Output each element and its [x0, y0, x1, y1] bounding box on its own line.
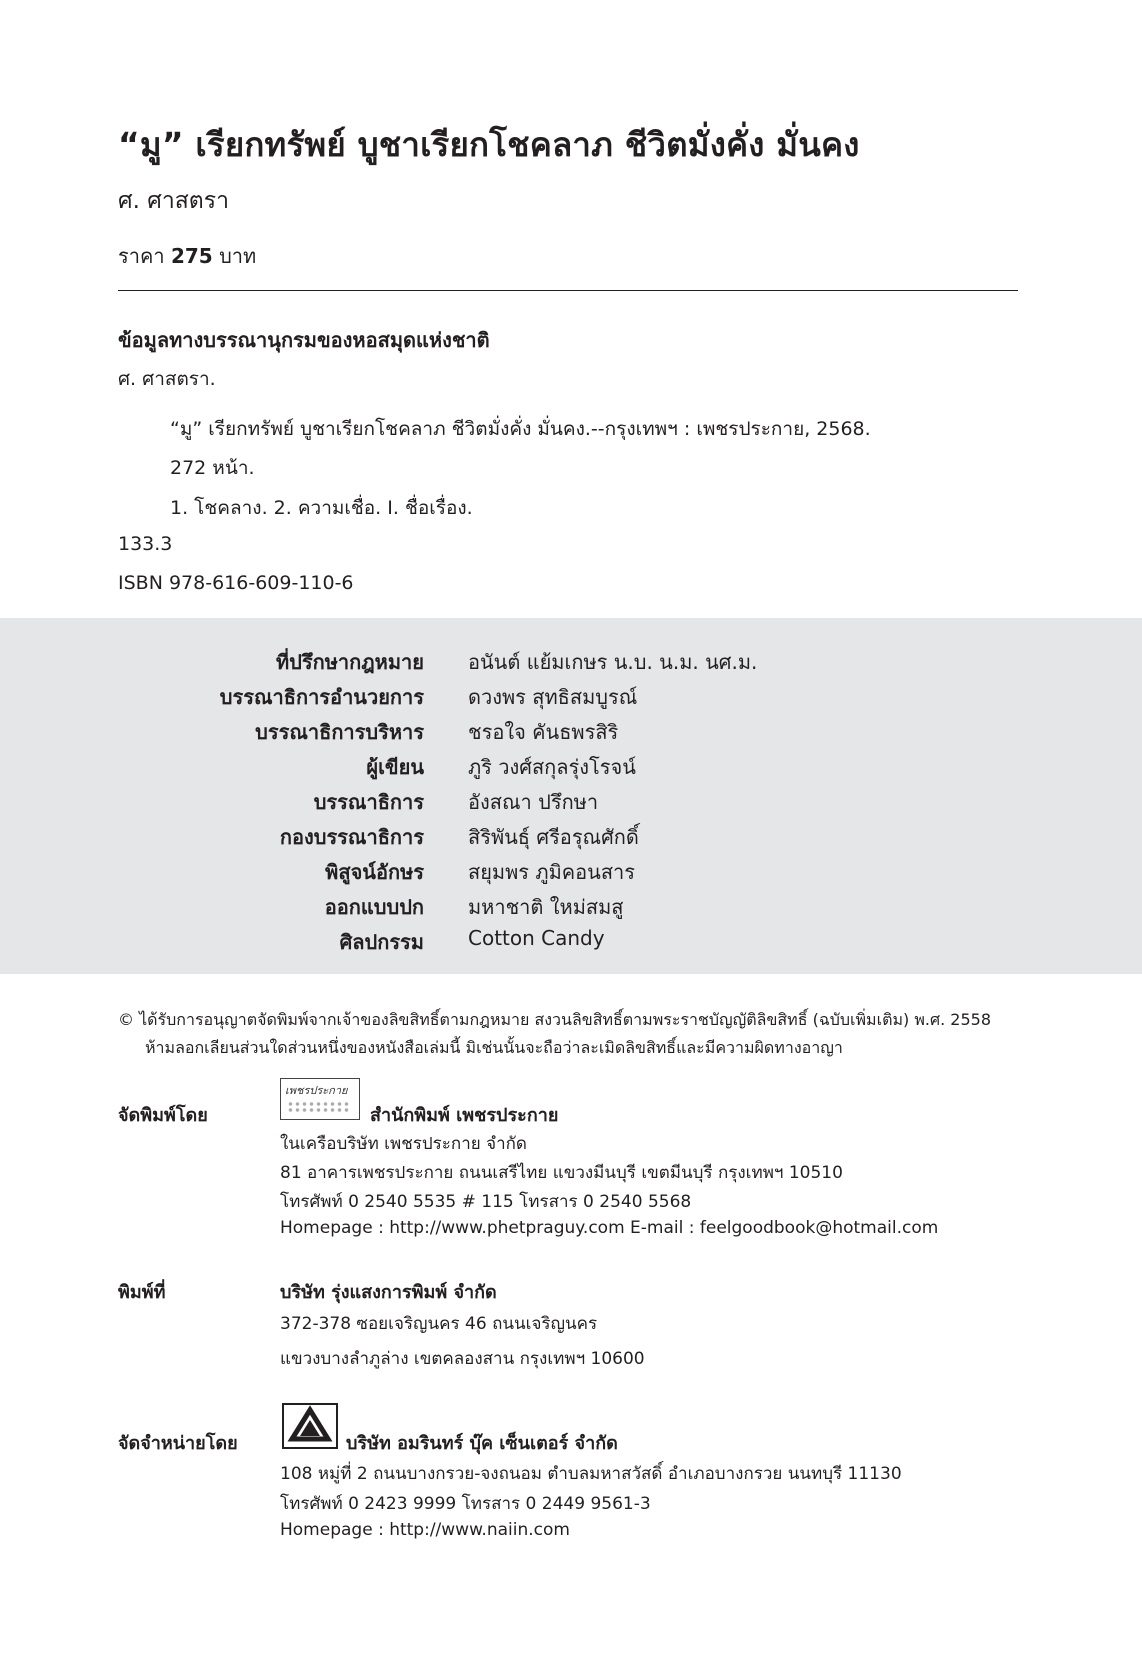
publisher-name: สำนักพิมพ์ เพชรประกาย	[370, 1105, 559, 1126]
distributor-phone: โทรศัพท์ 0 2423 9999 โทรสาร 0 2449 9561-3	[280, 1494, 651, 1514]
price-prefix: ราคา	[118, 244, 165, 268]
staff-role: ออกแบบปก	[324, 895, 424, 919]
staff-role: บรรณาธิการอำนวยการ	[219, 685, 424, 709]
distributor-web: Homepage : http://www.naiin.com	[280, 1520, 570, 1540]
publisher-phone: โทรศัพท์ 0 2540 5535 # 115 โทรสาร 0 2540 5568	[280, 1192, 692, 1212]
publisher-line-1: ในเครือบริษัท เพชรประกาย จำกัด	[280, 1134, 527, 1154]
printer-address-1: 372-378 ซอยเจริญนคร 46 ถนนเจริญนคร	[280, 1314, 598, 1334]
staff-role: ที่ปรึกษากฎหมาย	[276, 650, 424, 674]
staff-role: พิสูจน์อักษร	[325, 860, 424, 884]
staff-name: มหาชาติ ใหม่สมสู	[468, 895, 624, 919]
staff-credits	[0, 618, 1142, 974]
staff-role: บรรณาธิการบริหาร	[255, 720, 424, 744]
book-author: ศ. ศาสตรา	[118, 188, 229, 214]
staff-name: Cotton Candy	[468, 926, 605, 950]
publisher-web: Homepage : http://www.phetpraguy.com E-mail : feelgoodbook@hotmail.com	[280, 1218, 939, 1238]
triangle-logo-icon	[284, 1405, 336, 1447]
staff-row	[0, 786, 1142, 822]
distributor-address: 108 หมู่ที่ 2 ถนนบางกรวย-จงถนอม ตำบลมหาสวัสดิ์ อำเภอบางกรวย นนทบุรี 11130	[280, 1464, 902, 1484]
staff-name: ภูริ วงศ์สกุลรุ่งโรจน์	[468, 755, 636, 779]
publisher-logo-text: เพชรประกาย	[285, 1084, 348, 1097]
divider	[118, 290, 1018, 291]
staff-name: อังสณา ปรึกษา	[468, 790, 599, 814]
staff-name: ดวงพร สุทธิสมบูรณ์	[468, 685, 638, 709]
staff-name: อนันต์ แย้มเกษร น.บ. น.ม. นศ.ม.	[468, 650, 758, 674]
staff-role: กองบรรณาธิการ	[279, 825, 424, 849]
publisher-address: 81 อาคารเพชรประกาย ถนนเสรีไทย แขวงมีนบุรี เขตมีนบุรี กรุงเทพฯ 10510	[280, 1163, 843, 1183]
cip-heading: ข้อมูลทางบรรณานุกรมของหอสมุดแห่งชาติ	[118, 328, 490, 352]
staff-row	[0, 821, 1142, 857]
printer-name: บริษัท รุ่งแสงการพิมพ์ จำกัด	[280, 1282, 497, 1303]
staff-row	[0, 716, 1142, 752]
distributor-label: จัดจำหน่ายโดย	[118, 1433, 238, 1454]
cip-classification: 133.3	[118, 533, 173, 555]
staff-row	[0, 681, 1142, 717]
printer-address-2: แขวงบางลำภูล่าง เขตคลองสาน กรุงเทพฯ 10600	[280, 1349, 645, 1369]
cip-subjects: 1. โชคลาง. 2. ความเชื่อ. I. ชื่อเรื่อง.	[170, 497, 473, 519]
staff-role: บรรณาธิการ	[313, 790, 424, 814]
publisher-logo-icon	[280, 1078, 360, 1120]
staff-name: สิริพันธุ์ ศรีอรุณศักดิ์	[468, 825, 639, 849]
staff-row	[0, 646, 1142, 682]
staff-row	[0, 891, 1142, 927]
copyright-line-2: ห้ามลอกเลียนส่วนใดส่วนหนึ่งของหนังสือเล่มนี้ มิเช่นนั้นจะถือว่าละเมิดลิขสิทธิ์และมีความผิดทางอาญา	[145, 1038, 843, 1057]
cip-main-entry: “มู” เรียกทรัพย์ บูชาเรียกโชคลาภ ชีวิตมั่งคั่ง มั่นคง.--กรุงเทพฯ : เพชรประกาย, 2568.	[170, 418, 871, 440]
distributor-name: บริษัท อมรินทร์ บุ๊ค เซ็นเตอร์ จำกัด	[346, 1433, 618, 1454]
cip-pages: 272 หน้า.	[170, 457, 255, 479]
staff-row	[0, 926, 1142, 962]
staff-name: ชรอใจ คันธพรสิริ	[468, 720, 619, 744]
staff-row	[0, 751, 1142, 787]
price-value: 275	[170, 244, 213, 268]
price-unit: บาท	[219, 244, 257, 268]
staff-role: ผู้เขียน	[366, 755, 424, 779]
book-price	[118, 240, 256, 272]
publisher-label: จัดพิมพ์โดย	[118, 1105, 208, 1126]
cip-author: ศ. ศาสตรา.	[118, 368, 216, 390]
printer-label: พิมพ์ที่	[118, 1282, 166, 1303]
staff-role: ศิลปกรรม	[339, 930, 424, 954]
logo-dots-icon	[287, 1101, 351, 1113]
book-title: “มู” เรียกทรัพย์ บูชาเรียกโชคลาภ ชีวิตมั่งคั่ง มั่นคง	[118, 125, 860, 164]
staff-name: สยุมพร ภูมิคอนสาร	[468, 860, 636, 884]
cip-isbn: ISBN 978-616-609-110-6	[118, 572, 354, 594]
copyright-line-1: © ได้รับการอนุญาตจัดพิมพ์จากเจ้าของลิขสิทธิ์ตามกฎหมาย สงวนลิขสิทธิ์ตามพระราชบัญญัติลิขสิทธิ์ (ฉบับเพิ่มเติม) พ.ศ. 2558	[118, 1010, 992, 1029]
staff-row	[0, 856, 1142, 892]
distributor-logo-icon	[282, 1403, 338, 1449]
